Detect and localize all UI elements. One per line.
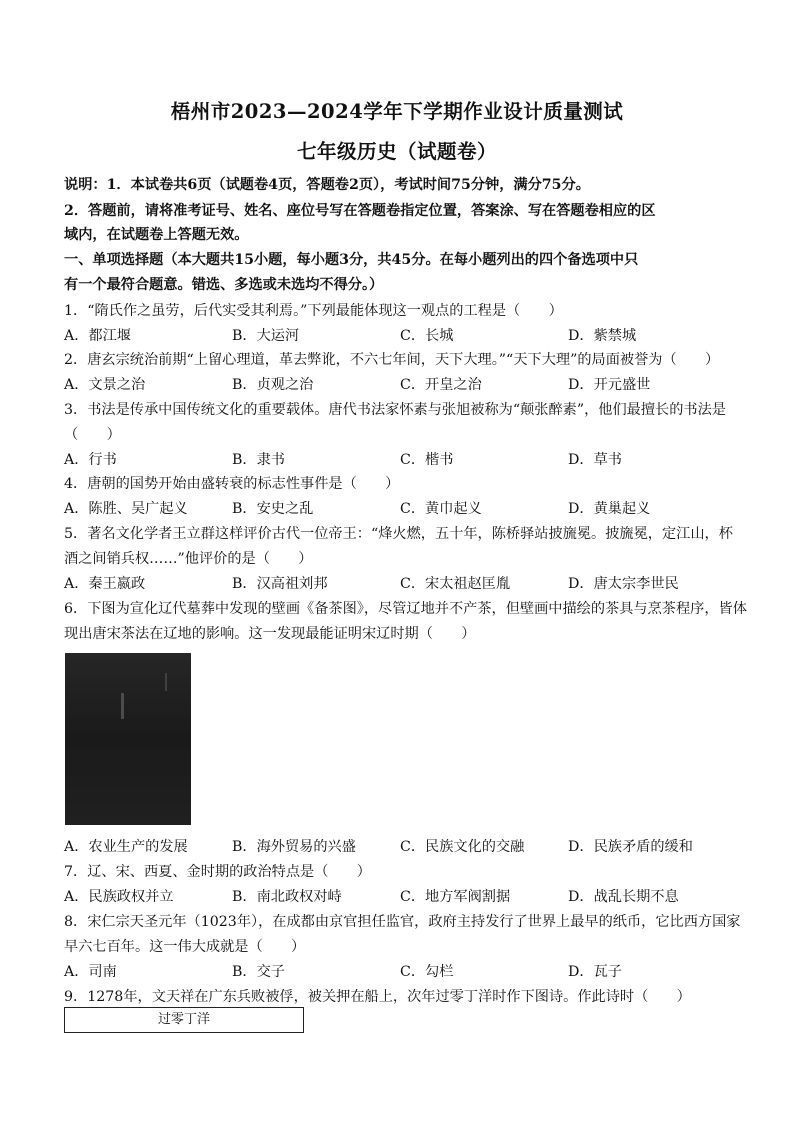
question-3-stem-cont: （ ）	[64, 427, 121, 443]
exam-title: 梧州市2023—2024学年下学期作业设计质量测试	[170, 100, 624, 123]
question-2-option-a: A．文景之治	[64, 377, 146, 393]
section-heading-line-1: 一、单项选择题（本大题共15小题，每小题3分，共45分。在每小题列出的四个备选项中只	[64, 252, 639, 268]
question-1-option-a: A．都江堰	[64, 328, 131, 344]
question-5-stem-cont: 酒之间销兵权……”他评价的是（ ）	[64, 551, 313, 567]
question-3-option-d: D．草书	[568, 452, 622, 468]
poem-box	[64, 1007, 304, 1033]
question-8-option-d: D．瓦子	[568, 964, 622, 980]
instructions-line-1: 说明：1．本试卷共6页（试题卷4页，答题卷2页），考试时间75分钟，满分75分。	[64, 177, 590, 193]
question-8-option-a: A．司南	[64, 964, 117, 980]
question-6-option-c: C．民族文化的交融	[400, 839, 525, 855]
question-7-option-c: C．地方军阀割据	[400, 889, 511, 905]
question-6-option-b: B．海外贸易的兴盛	[232, 839, 356, 855]
question-9-stem: 9．1278年，文天祥在广东兵败被俘，被关押在船上，次年过零丁洋时作下图诗。作此诗时（ ）	[64, 989, 691, 1005]
question-8-stem: 8．宋仁宗天圣元年（1023年），在成都由京官担任监官，政府主持发行了世界上最早的纸币，它比西方国家	[64, 914, 741, 930]
question-2-stem: 2．唐玄宗统治前期“上留心理道，革去弊讹，不六七年间，天下大理。”“天下大理”的局面被誉为（ ）	[64, 352, 720, 368]
question-8-option-b: B．交子	[232, 964, 285, 980]
question-4-stem: 4．唐朝的国势开始由盛转衰的标志性事件是（ ）	[64, 476, 400, 492]
question-6-option-d: D．民族矛盾的缓和	[568, 839, 693, 855]
question-8-stem-cont: 早六七百年。这一伟大成就是（ ）	[64, 939, 306, 955]
poem-title: 过零丁洋	[157, 1012, 210, 1027]
question-1-stem: 1．“隋氏作之虽劳，后代实受其利焉。”下列最能体现这一观点的工程是（ ）	[64, 303, 563, 319]
question-3-option-b: B．隶书	[232, 452, 285, 468]
question-4-option-d: D．黄巢起义	[568, 501, 651, 517]
question-5-option-a: A．秦王嬴政	[64, 576, 146, 592]
instructions-line-3: 域内，在试题卷上答题无效。	[64, 227, 249, 243]
mural-image-highlight	[165, 673, 167, 691]
question-5-option-c: C．宋太祖赵匡胤	[400, 576, 511, 592]
question-6-stem: 6．下图为宣化辽代墓葬中发现的壁画《备茶图》，尽管辽地并不产茶，但壁画中描绘的茶具与烹茶程序，皆体	[64, 601, 747, 617]
question-4-option-b: B．安史之乱	[232, 501, 314, 517]
question-3-option-a: A．行书	[64, 452, 117, 468]
question-2-option-b: B．贞观之治	[232, 377, 314, 393]
question-1-option-b: B．大运河	[232, 328, 300, 344]
question-6-stem-cont: 现出唐宋茶法在辽地的影响。这一发现最能证明宋辽时期（ ）	[64, 626, 476, 642]
question-4-option-a: A．陈胜、吴广起义	[64, 501, 188, 517]
question-8-option-c: C．勾栏	[400, 964, 454, 980]
mural-image-highlight	[121, 693, 124, 719]
question-7-option-d: D．战乱长期不息	[568, 889, 679, 905]
question-5-stem: 5．著名文化学者王立群这样评价古代一位帝王：“烽火燃，五十年，陈桥驿站披旒冕。披旒冕，定江山，杯	[64, 526, 733, 542]
question-3-stem: 3．书法是传承中国传统文化的重要载体。唐代书法家怀素与张旭被称为“颠张醉素”，他们最擅长的书法是	[64, 402, 726, 418]
instructions-line-2: 2．答题前，请将准考证号、姓名、座位号写在答题卷指定位置，答案涂、写在答题卷相应的区	[64, 203, 656, 219]
question-2-option-c: C．开皇之治	[400, 377, 482, 393]
question-7-option-a: A．民族政权并立	[64, 889, 174, 905]
section-heading-line-2: 有一个最符合题意。错选、多选或未选均不得分。）	[64, 277, 384, 293]
question-1-option-c: C．长城	[400, 328, 454, 344]
question-4-option-c: C．黄巾起义	[400, 501, 482, 517]
question-7-option-b: B．南北政权对峙	[232, 889, 342, 905]
question-5-option-b: B．汉高祖刘邦	[232, 576, 328, 592]
exam-subtitle: 七年级历史（试题卷）	[296, 140, 497, 163]
question-5-option-d: D．唐太宗李世民	[568, 576, 679, 592]
question-1-option-d: D．紫禁城	[568, 328, 637, 344]
question-2-option-d: D．开元盛世	[568, 377, 651, 393]
mural-image	[65, 653, 191, 825]
question-3-option-c: C．楷书	[400, 452, 454, 468]
question-6-option-a: A．农业生产的发展	[64, 839, 188, 855]
question-7-stem: 7．辽、宋、西夏、金时期的政治特点是（ ）	[64, 864, 371, 880]
